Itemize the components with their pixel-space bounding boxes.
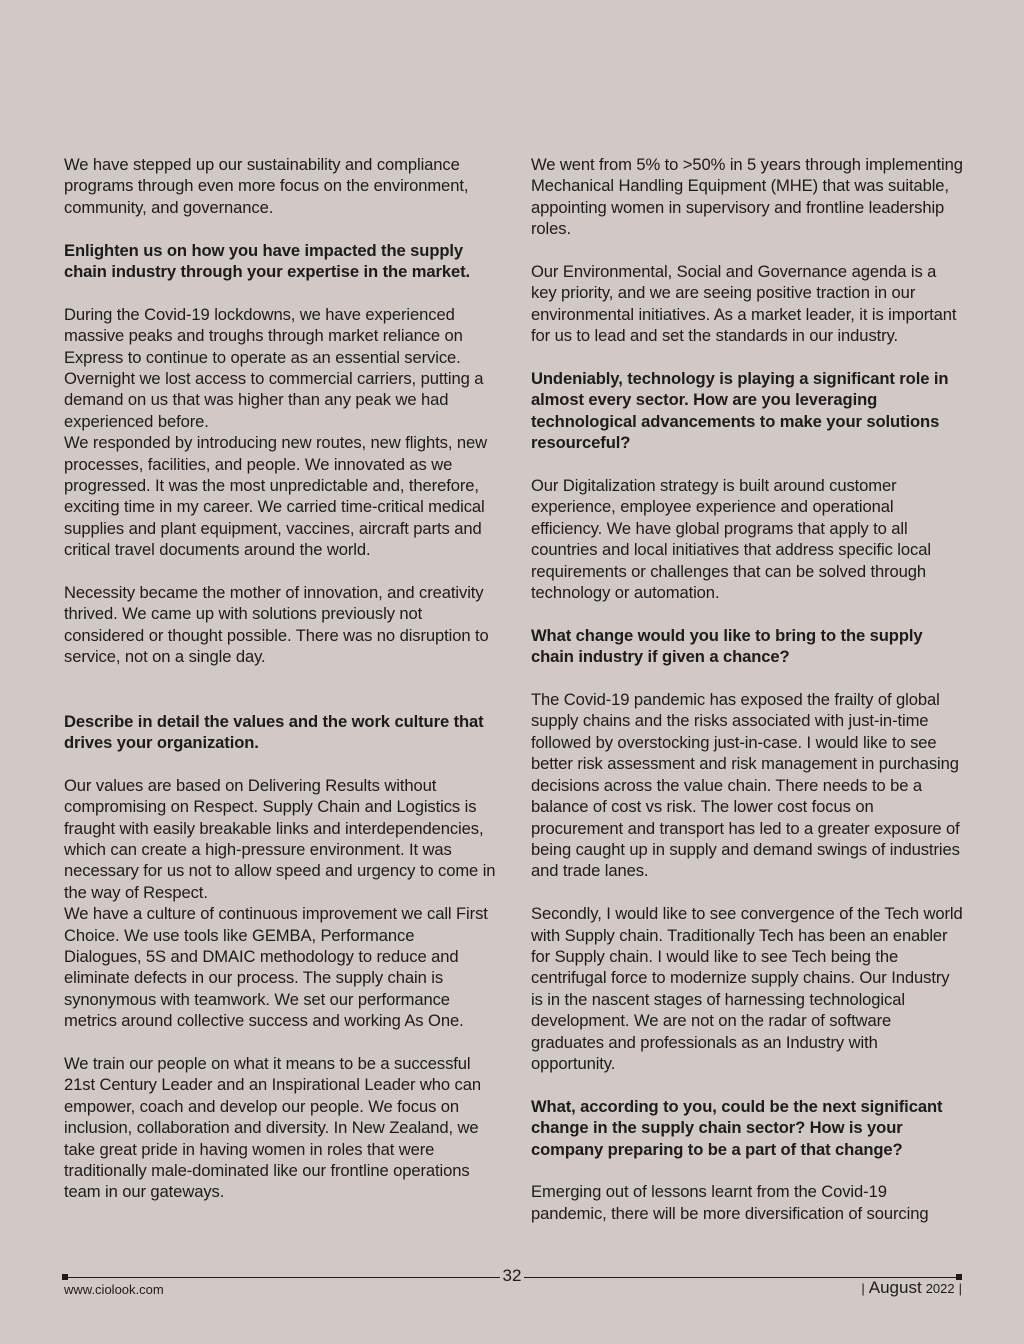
interview-question: What, according to you, could be the next significant change in the supply chain sector? How is your company preparing to be a part of that change? [531, 1096, 943, 1159]
right-column [531, 154, 963, 1224]
paragraph: Emerging out of lessons learnt from the Covid-19 pandemic, there will be more diversification of sourcing [531, 1182, 929, 1223]
footer-rule [64, 1277, 500, 1278]
website-url: www.ciolook.com [64, 1282, 164, 1297]
paragraph: The Covid-19 pandemic has exposed the frailty of global supply chains and the risks associated with just-in-time followed by overstocking just-in-case. I would like to see better risk assessment and risk management in purchasing decisions across the value chain. There needs to be a balance of cost vs risk. The lower cost focus on procurement and transport has led to a greater exposure of being caught up in supply and demand swings of industries and trade lanes. [531, 690, 960, 881]
paragraph: Our Environmental, Social and Governance agenda is a key priority, and we are seeing positive traction in our environmental initiatives. As a market leader, it is important for us to lead and set the standards in our industry. [531, 262, 957, 346]
paragraph: Secondly, I would like to see convergence of the Tech world with Supply chain. Traditionally Tech has been an enabler for Supply chain. I would like to see Tech being the centrifugal force to modernize supply chains. Our Industry is in the nascent stages of harnessing technological development. We are not on the radar of software graduates and professionals as an Industry with opportunity. [531, 904, 963, 1073]
interview-question: Describe in detail the values and the work culture that drives your organization. [64, 711, 484, 752]
separator: | [958, 1281, 962, 1296]
paragraph: We train our people on what it means to be a successful 21st Century Leader and an Inspirational Leader who can empower, coach and develop our people. We focus on inclusion, collaboration and diversity. In New Zealand, we take great pride in having women in roles that were traditionally male-dominated like our frontline operations team in our gateways. [64, 1053, 482, 1202]
paragraph: We responded by introducing new routes, new flights, new processes, facilities, and people. We innovated as we progressed. It was the most unpredictable and, therefore, exciting time in my career. We carried time-critical medical supplies and plant equipment, vaccines, aircraft parts and critical travel documents around the world. [64, 433, 488, 560]
paragraph: We have stepped up our sustainability and compliance programs through even more focus on the environment, community, and governance. [64, 155, 469, 217]
interview-question: What change would you like to bring to the supply chain industry if given a chance? [531, 625, 923, 667]
issue-year: 2022 [925, 1281, 955, 1296]
paragraph: During the Covid-19 lockdowns, we have experienced massive peaks and troughs through market reliance on Express to continue to operate as an essential service. Overnight we lost access to commercial carriers, putting a demand on us that was higher than any peak we had experienced before. [64, 304, 484, 431]
page-number: 32 [502, 1266, 522, 1285]
paragraph: We have a culture of continuous improvement we call First Choice. We use tools like GEMBA, Performance Dialogues, 5S and DMAIC methodology to reduce and eliminate defects in our process. The supply chain is synonymous with teamwork. We set our performance metrics around collective success and working As One. [64, 904, 488, 1031]
paragraph: Our values are based on Delivering Results without compromising on Respect. Supply Chain and Logistics is fraught with easily breakable links and interdependencies, which can create a high-pressure environment. It was necessary for us not to allow speed and urgency to come in the way of Respect. [64, 775, 496, 902]
page-footer [0, 1264, 1024, 1304]
paragraph: Necessity became the mother of innovation, and creativity thrived. We came up with solutions previously not considered or thought possible. There was no disruption to service, not on a single day. [64, 583, 489, 667]
issue-month: August [868, 1278, 922, 1297]
left-column [64, 154, 496, 1203]
separator: | [861, 1281, 865, 1296]
interview-question: Undeniably, technology is playing a significant role in almost every sector. How are you leveraging technological advancements to make your solutions resourceful? [531, 369, 949, 453]
paragraph: We went from 5% to >50% in 5 years through implementing Mechanical Handling Equipment (MHE) that was suitable, appointing women in supervisory and frontline leadership roles. [531, 155, 963, 239]
issue-date [861, 1278, 962, 1298]
interview-question: Enlighten us on how you have impacted the supply chain industry through your expertise in the market. [64, 240, 471, 282]
paragraph: Our Digitalization strategy is built around customer experience, employee experience and operational efficiency. We have global programs that apply to all countries and local initiatives that address specific local requirements or challenges that can be solved through technology or automation. [531, 476, 931, 603]
